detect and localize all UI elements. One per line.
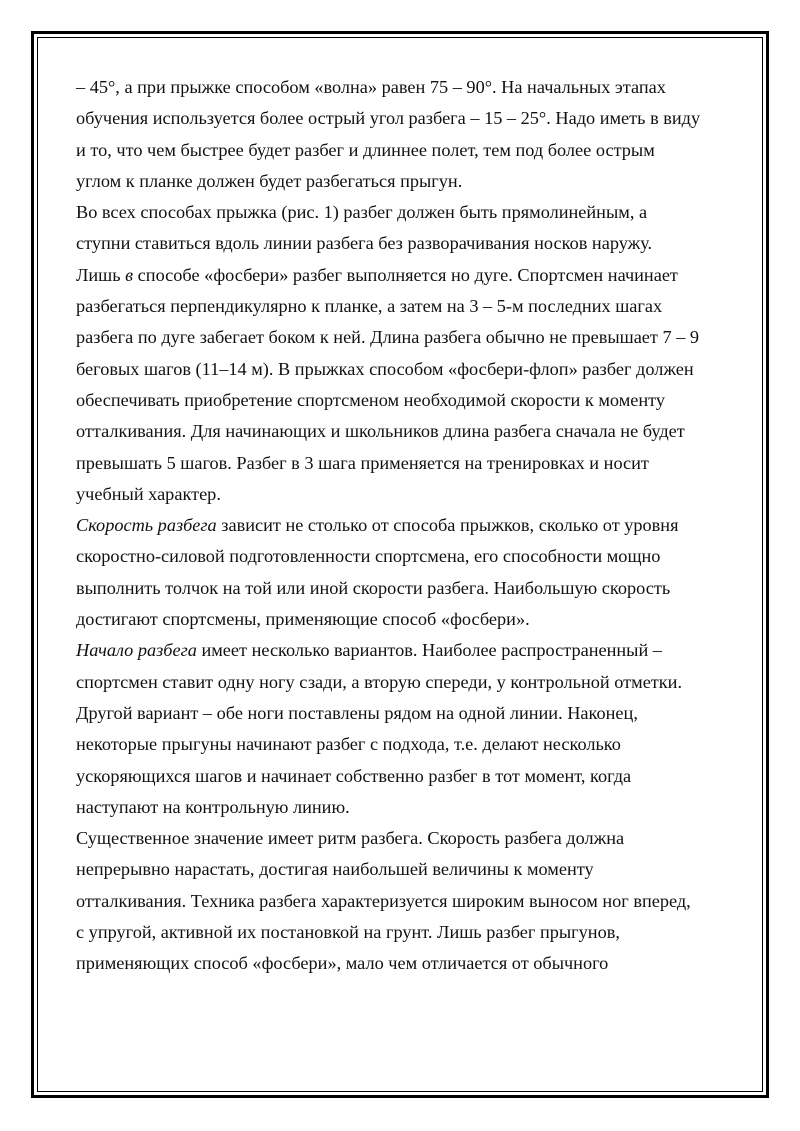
text-run: ускоряющихся шагов и начинает собственно разбег в тот момент, когда bbox=[76, 765, 632, 786]
text-line bbox=[76, 103, 726, 134]
text-line bbox=[76, 135, 726, 166]
text-line bbox=[76, 541, 726, 572]
text-run: способе «фосбери» разбег выполняется но дуге. Спортсмен начинает bbox=[133, 264, 678, 285]
text-run: обучения используется более острый угол разбега – 15 – 25°. Надо иметь в виду bbox=[76, 108, 701, 129]
text-line bbox=[76, 385, 726, 416]
text-line bbox=[76, 573, 726, 604]
text-line bbox=[76, 166, 726, 197]
text-run: имеет несколько вариантов. Наиболее распространенный – bbox=[196, 640, 662, 661]
text-line bbox=[76, 854, 726, 885]
text-run: с упругой, активной их постановкой на грунт. Лишь разбег прыгунов, bbox=[76, 922, 620, 943]
text-line bbox=[76, 260, 726, 291]
text-line bbox=[76, 886, 726, 917]
text-run: разбегаться перпендикулярно к планке, а затем на 3 – 5-м последних шагах bbox=[76, 296, 663, 317]
text-line bbox=[76, 792, 726, 823]
text-line bbox=[76, 667, 726, 698]
text-line bbox=[76, 479, 726, 510]
text-line bbox=[76, 291, 726, 322]
text-line bbox=[76, 354, 726, 385]
paragraph bbox=[76, 197, 726, 510]
text-run: превышать 5 шагов. Разбег в 3 шага применяется на тренировках и носит bbox=[76, 452, 649, 473]
text-run: спортсмен ставит одну ногу сзади, а вторую спереди, у контрольной отметки. bbox=[76, 671, 683, 692]
text-run: некоторые прыгуны начинают разбег с подхода, т.е. делают несколько bbox=[76, 734, 621, 755]
text-run: непрерывно нарастать, достигая наибольшей величины к моменту bbox=[76, 859, 594, 880]
text-run: отталкивания. Для начинающих и школьников длина разбега сначала не будет bbox=[76, 421, 685, 442]
text-line bbox=[76, 197, 726, 228]
text-run: Существенное значение имеет ритм разбега. Скорость разбега должна bbox=[76, 828, 625, 849]
text-line bbox=[76, 698, 726, 729]
italic-run: Скорость разбега bbox=[76, 515, 217, 536]
text-run: отталкивания. Техника разбега характеризуется широким выносом ног вперед, bbox=[76, 890, 691, 911]
text-run: выполнить толчок на той или иной скорости разбега. Наибольшую скорость bbox=[76, 577, 671, 598]
paragraph bbox=[76, 72, 726, 197]
text-line bbox=[76, 448, 726, 479]
text-run: применяющих способ «фосбери», мало чем отличается от обычного bbox=[76, 953, 609, 974]
text-run: ступни ставиться вдоль линии разбега без разворачивания носков наружу. bbox=[76, 233, 653, 254]
text-run: и то, что чем быстрее будет разбег и длиннее полет, тем под более острым bbox=[76, 139, 655, 160]
text-line bbox=[76, 604, 726, 635]
text-run: углом к планке должен будет разбегаться прыгун. bbox=[76, 170, 463, 191]
text-run: обеспечивать приобретение спортсменом необходимой скорости к моменту bbox=[76, 389, 666, 410]
italic-run: Начало разбега bbox=[76, 640, 197, 661]
paragraph bbox=[76, 510, 726, 635]
text-run: учебный характер. bbox=[76, 483, 221, 504]
text-run: достигают спортсмены, применяющие способ «фосбери». bbox=[76, 609, 530, 630]
text-run: Лишь bbox=[76, 264, 126, 285]
paragraph bbox=[76, 823, 726, 979]
text-run: – 45°, а при прыжке способом «волна» равен 75 – 90°. На начальных этапах bbox=[76, 77, 666, 97]
document-body bbox=[76, 72, 726, 980]
text-run: разбега по дуге забегает боком к ней. Длина разбега обычно не превышает 7 – 9 bbox=[76, 327, 700, 348]
text-line bbox=[76, 510, 726, 541]
text-run: зависит не столько от способа прыжков, сколько от уровня bbox=[216, 515, 679, 536]
text-run: Во всех способах прыжка (рис. 1) разбег должен быть прямолинейным, а bbox=[76, 202, 648, 223]
text-line bbox=[76, 761, 726, 792]
text-line bbox=[76, 948, 726, 979]
text-line bbox=[76, 416, 726, 447]
italic-run: в bbox=[125, 264, 134, 285]
text-run: Другой вариант – обе ноги поставлены рядом на одной линии. Наконец, bbox=[76, 702, 638, 723]
text-line bbox=[76, 635, 726, 666]
text-run: беговых шагов (11–14 м). В прыжках способом «фосбери-флоп» разбег должен bbox=[76, 358, 694, 379]
paragraph bbox=[76, 635, 726, 823]
text-line bbox=[76, 228, 726, 259]
text-run: скоростно-силовой подготовленности спортсмена, его способности мощно bbox=[76, 546, 661, 567]
text-line bbox=[76, 322, 726, 353]
text-line bbox=[76, 823, 726, 854]
text-line bbox=[76, 729, 726, 760]
text-run: наступают на контрольную линию. bbox=[76, 796, 350, 817]
text-line bbox=[76, 72, 726, 103]
text-line bbox=[76, 917, 726, 948]
